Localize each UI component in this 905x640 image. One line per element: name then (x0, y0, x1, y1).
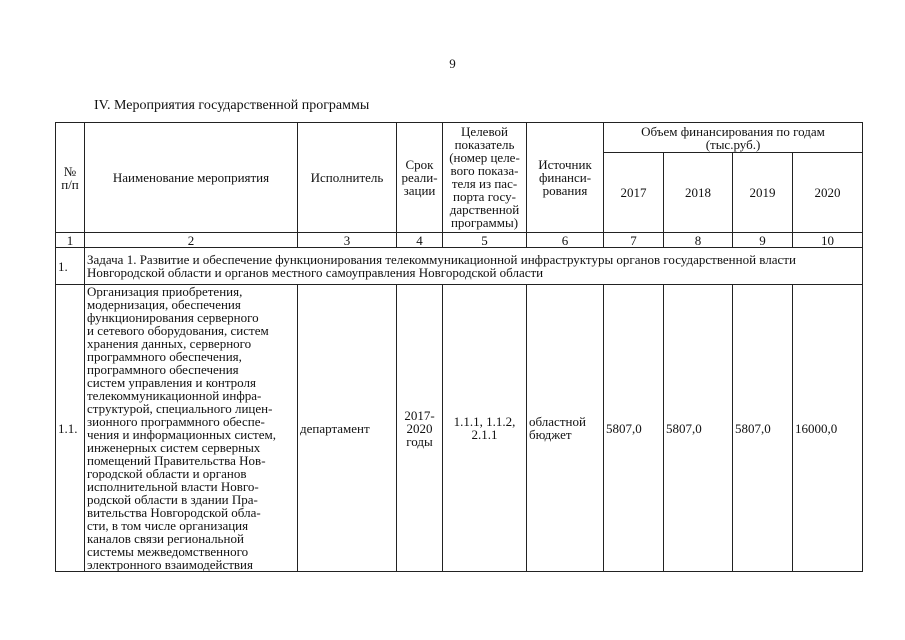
column-number: 9 (733, 233, 793, 248)
header-volume: Объем финансирования по годам (тыс.руб.) (604, 123, 863, 153)
header-term: Срок реали- зации (397, 123, 443, 233)
column-number: 7 (604, 233, 664, 248)
column-number: 10 (793, 233, 863, 248)
activity-executor: департамент (298, 285, 397, 572)
header-name: Наименование мероприятия (85, 123, 298, 233)
header-executor: Исполнитель (298, 123, 397, 233)
column-number: 1 (56, 233, 85, 248)
task-number: 1. (56, 248, 85, 285)
header-source: Источник финанси- рования (527, 123, 604, 233)
header-year: 2017 (604, 153, 664, 233)
activity-name: Организация приобретения, модернизация, обеспечения функционирования серверного и сетевого оборудования, систем хранения данных, серверного программного обеспечения, программного обеспечения систем управления и контроля телекоммуникационной инфра- структурой, специального лицен- зионного программного обеспе- чения и информационных систем, инженерных систем серверных помещений Правительства Нов- городской области и органов исполнительной власти Новго- родской области в здании Пра- вительства Новгородской обла- сти, в том числе организация каналов связи региональной системы межведомственного электронного взаимодействия (85, 285, 298, 572)
row-number: 1.1. (56, 285, 85, 572)
amount-2020: 16000,0 (793, 285, 863, 572)
column-number: 3 (298, 233, 397, 248)
column-number: 2 (85, 233, 298, 248)
amount-2019: 5807,0 (733, 285, 793, 572)
table-row (56, 285, 863, 572)
header-num: № п/п (56, 123, 85, 233)
activity-source: областной бюджет (527, 285, 604, 572)
task-text: Задача 1. Развитие и обеспечение функционирования телекоммуникационной инфраструктуры органов государственной власти Новгородской области и органов местного самоуправления Новгородской области (85, 248, 863, 285)
column-number: 6 (527, 233, 604, 248)
column-number: 4 (397, 233, 443, 248)
activity-term: 2017- 2020 годы (397, 285, 443, 572)
section-title: IV. Мероприятия государственной программы (94, 98, 370, 113)
activity-indicator: 1.1.1, 1.1.2, 2.1.1 (443, 285, 527, 572)
amount-2017: 5807,0 (604, 285, 664, 572)
header-indicator: Целевой показатель (номер целе- вого показа- теля из пас- порта госу- дарственной программы) (443, 123, 527, 233)
column-number: 8 (664, 233, 733, 248)
page-number: 9 (449, 56, 456, 71)
header-year: 2020 (793, 153, 863, 233)
header-year: 2019 (733, 153, 793, 233)
header-year: 2018 (664, 153, 733, 233)
amount-2018: 5807,0 (664, 285, 733, 572)
column-number: 5 (443, 233, 527, 248)
program-activities-table (55, 122, 863, 572)
